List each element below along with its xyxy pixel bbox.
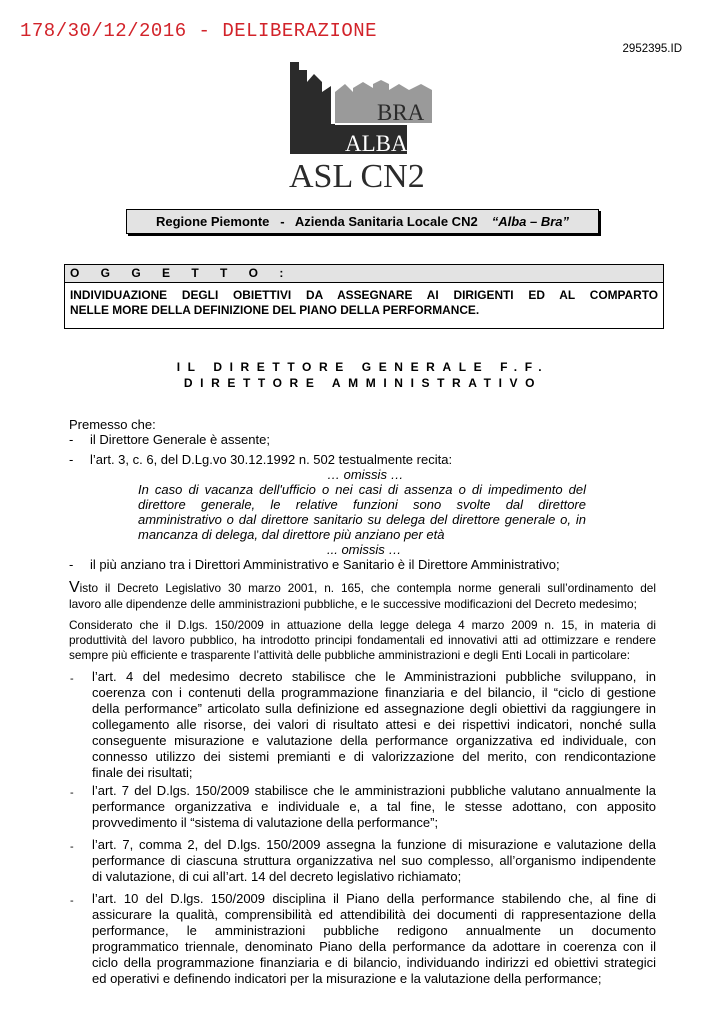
bullet-marker: -: [70, 673, 74, 685]
bullet-line: l’art. 7, comma 2, del D.lgs. 150/2009 assegna la funzione di misurazione e valutazione della: [92, 837, 656, 852]
visto-initial: V: [69, 579, 80, 596]
asl-cn2-logo: [287, 62, 437, 192]
bullet-line: provvedimento il “sistema di valutazione della performance”;: [92, 815, 439, 830]
bullet-line: performance di ciascuna struttura organizzativa nel suo complesso, all’organismo indipendente: [92, 853, 656, 868]
bullet-line: della performance” articolato sulla definizione ed assegnazione degli obiettivi da raggiungere in: [92, 701, 656, 716]
premesso-item-1: il Direttore Generale è assente;: [90, 432, 270, 447]
bullet-line: l’art. 7 del D.lgs. 150/2009 stabilisce che le amministrazioni pubbliche valutano annualmente la: [92, 783, 656, 798]
quote-line: mancanza di delega, dal direttore più anziano per età: [138, 527, 445, 542]
region-subtitle: “Alba – Bra”: [491, 214, 570, 229]
region-name: Regione Piemonte - Azienda Sanitaria Locale CN2: [155, 214, 478, 229]
bullet-line: l’art. 4 del medesimo decreto stabilisce che le Amministrazioni pubbliche sviluppano, in: [92, 669, 656, 684]
premesso-item-2: l’art. 3, c. 6, del D.Lg.vo 30.12.1992 n. 502 testualmente recita:: [90, 452, 453, 467]
bullet-line: performance, le amministrazioni pubbliche redigono annualmente un documento: [92, 923, 656, 938]
bullet-line: conseguente misurazione e valutazione della performance organizzativa ed individuale, con: [92, 733, 656, 748]
bullet-line: collegamento alle risorse, dei valori di risultato attesi e dei rispettivi indicatori, nonché sulla: [92, 717, 656, 732]
bullet-line: di valutazione, di cui all’art. 14 del decreto legislativo richiamato;: [92, 869, 462, 884]
premesso-intro: Premesso che:: [69, 417, 156, 432]
director-title-1: IL DIRETTORE GENERALE F.F.: [176, 360, 550, 374]
subject-box: [64, 264, 664, 329]
bullet-marker: -: [70, 787, 74, 799]
director-title-2: DIRETTORE AMMINISTRATIVO: [183, 376, 543, 390]
considerato-line: sempre più efficiente e trasparente l’attività delle pubbliche amministrazioni e degli Enti Locali in particolare:: [69, 648, 631, 662]
bullet-line: connesso utilizzo dei sistemi premianti e di valorizzazione del merito, con rendicontazione: [92, 749, 656, 764]
bullet-line: coerenza con i contenuti della programmazione finanziaria e del bilancio, il “ciclo di gestione: [92, 685, 656, 700]
omissis-1: … omissis …: [327, 467, 404, 482]
bullet-line: assicurare la qualità, comprensibilità ed attendibilità dei documenti di rappresentazione della: [92, 907, 656, 922]
bullet-art-7-comma-2: [92, 837, 656, 885]
bullet-line: finale dei risultati;: [92, 765, 193, 780]
region-header: [126, 209, 599, 234]
quote-line: In caso di vacanza dell'ufficio o nei casi di assenza o di impedimento del: [138, 482, 586, 497]
document-id: 2952395.ID: [622, 43, 682, 55]
quote-line: direttore generale, le relative funzioni sono svolte dal direttore: [138, 497, 586, 512]
bullet-line: performance organizzativa e individuale e, a tal fine, le stesse adottano, con apposito: [92, 799, 656, 814]
omissis-2: ... omissis …: [327, 542, 402, 557]
subject-text: [65, 283, 663, 317]
considerato-paragraph: [69, 618, 656, 663]
logo-asl-cn2: ASL CN2: [289, 158, 425, 192]
visto-line-2: lavoro alle dipendenze delle amministrazioni pubbliche, e le successive modificazioni del Decreto medesimo;: [69, 597, 637, 611]
visto-line: [69, 580, 656, 596]
bullet-line: ed operativi e definendo indicatori per la misurazione e la valutazione della performance;: [92, 971, 602, 986]
bullet-art-4: [92, 669, 656, 781]
quote-line: amministrativo o dal direttore sanitario su delega del direttore generale o, in: [138, 512, 586, 527]
bullet-art-7: [92, 783, 656, 831]
protocol-stamp: 178/30/12/2016 - DELIBERAZIONE: [20, 20, 378, 42]
considerato-line: Considerato che il D.lgs. 150/2009 in attuazione della legge delega 4 marzo 2009 n. 15, in materia di: [69, 618, 656, 632]
subject-line: INDIVIDUAZIONE DEGLI OBIETTIVI DA ASSEGNARE AI DIRIGENTI ED AL COMPARTO: [70, 288, 658, 302]
dash-marker: -: [69, 557, 74, 572]
bullet-line: ciclo della programmazione finanziaria e di bilancio, individuando indirizzi ed obiettivi strategici: [92, 955, 656, 970]
bullet-marker: -: [70, 895, 74, 907]
logo-bra: BRA: [377, 100, 425, 125]
dash-marker: -: [69, 432, 74, 447]
logo-alba: ALBA: [345, 131, 408, 156]
bullet-line: programmatico triennale, denominato Piano della performance da adottare in coerenza con il: [92, 939, 656, 954]
considerato-line: produttività del lavoro pubblico, ha introdotto principi fondamentali ed innovativi atti ad ottimizzare e rendere: [69, 633, 656, 647]
subject-line: NELLE MORE DELLA DEFINIZIONE DEL PIANO DELLA PERFORMANCE.: [70, 302, 480, 317]
subject-label: O G G E T T O :: [65, 265, 663, 283]
bullet-art-10: [92, 891, 656, 987]
premesso-item-3: il più anziano tra i Direttori Amministrativo e Sanitario è il Direttore Amministrativo;: [90, 557, 560, 572]
bullet-marker: -: [70, 841, 74, 853]
bullet-line: l’art. 10 del D.lgs. 150/2009 disciplina il Piano della performance stabilendo che, al fine di: [92, 891, 656, 906]
dash-marker: -: [69, 452, 74, 467]
visto-line-1: isto il Decreto Legislativo 30 marzo 2001, n. 165, che contempla norme generali sull’ordinamento del: [79, 581, 656, 595]
